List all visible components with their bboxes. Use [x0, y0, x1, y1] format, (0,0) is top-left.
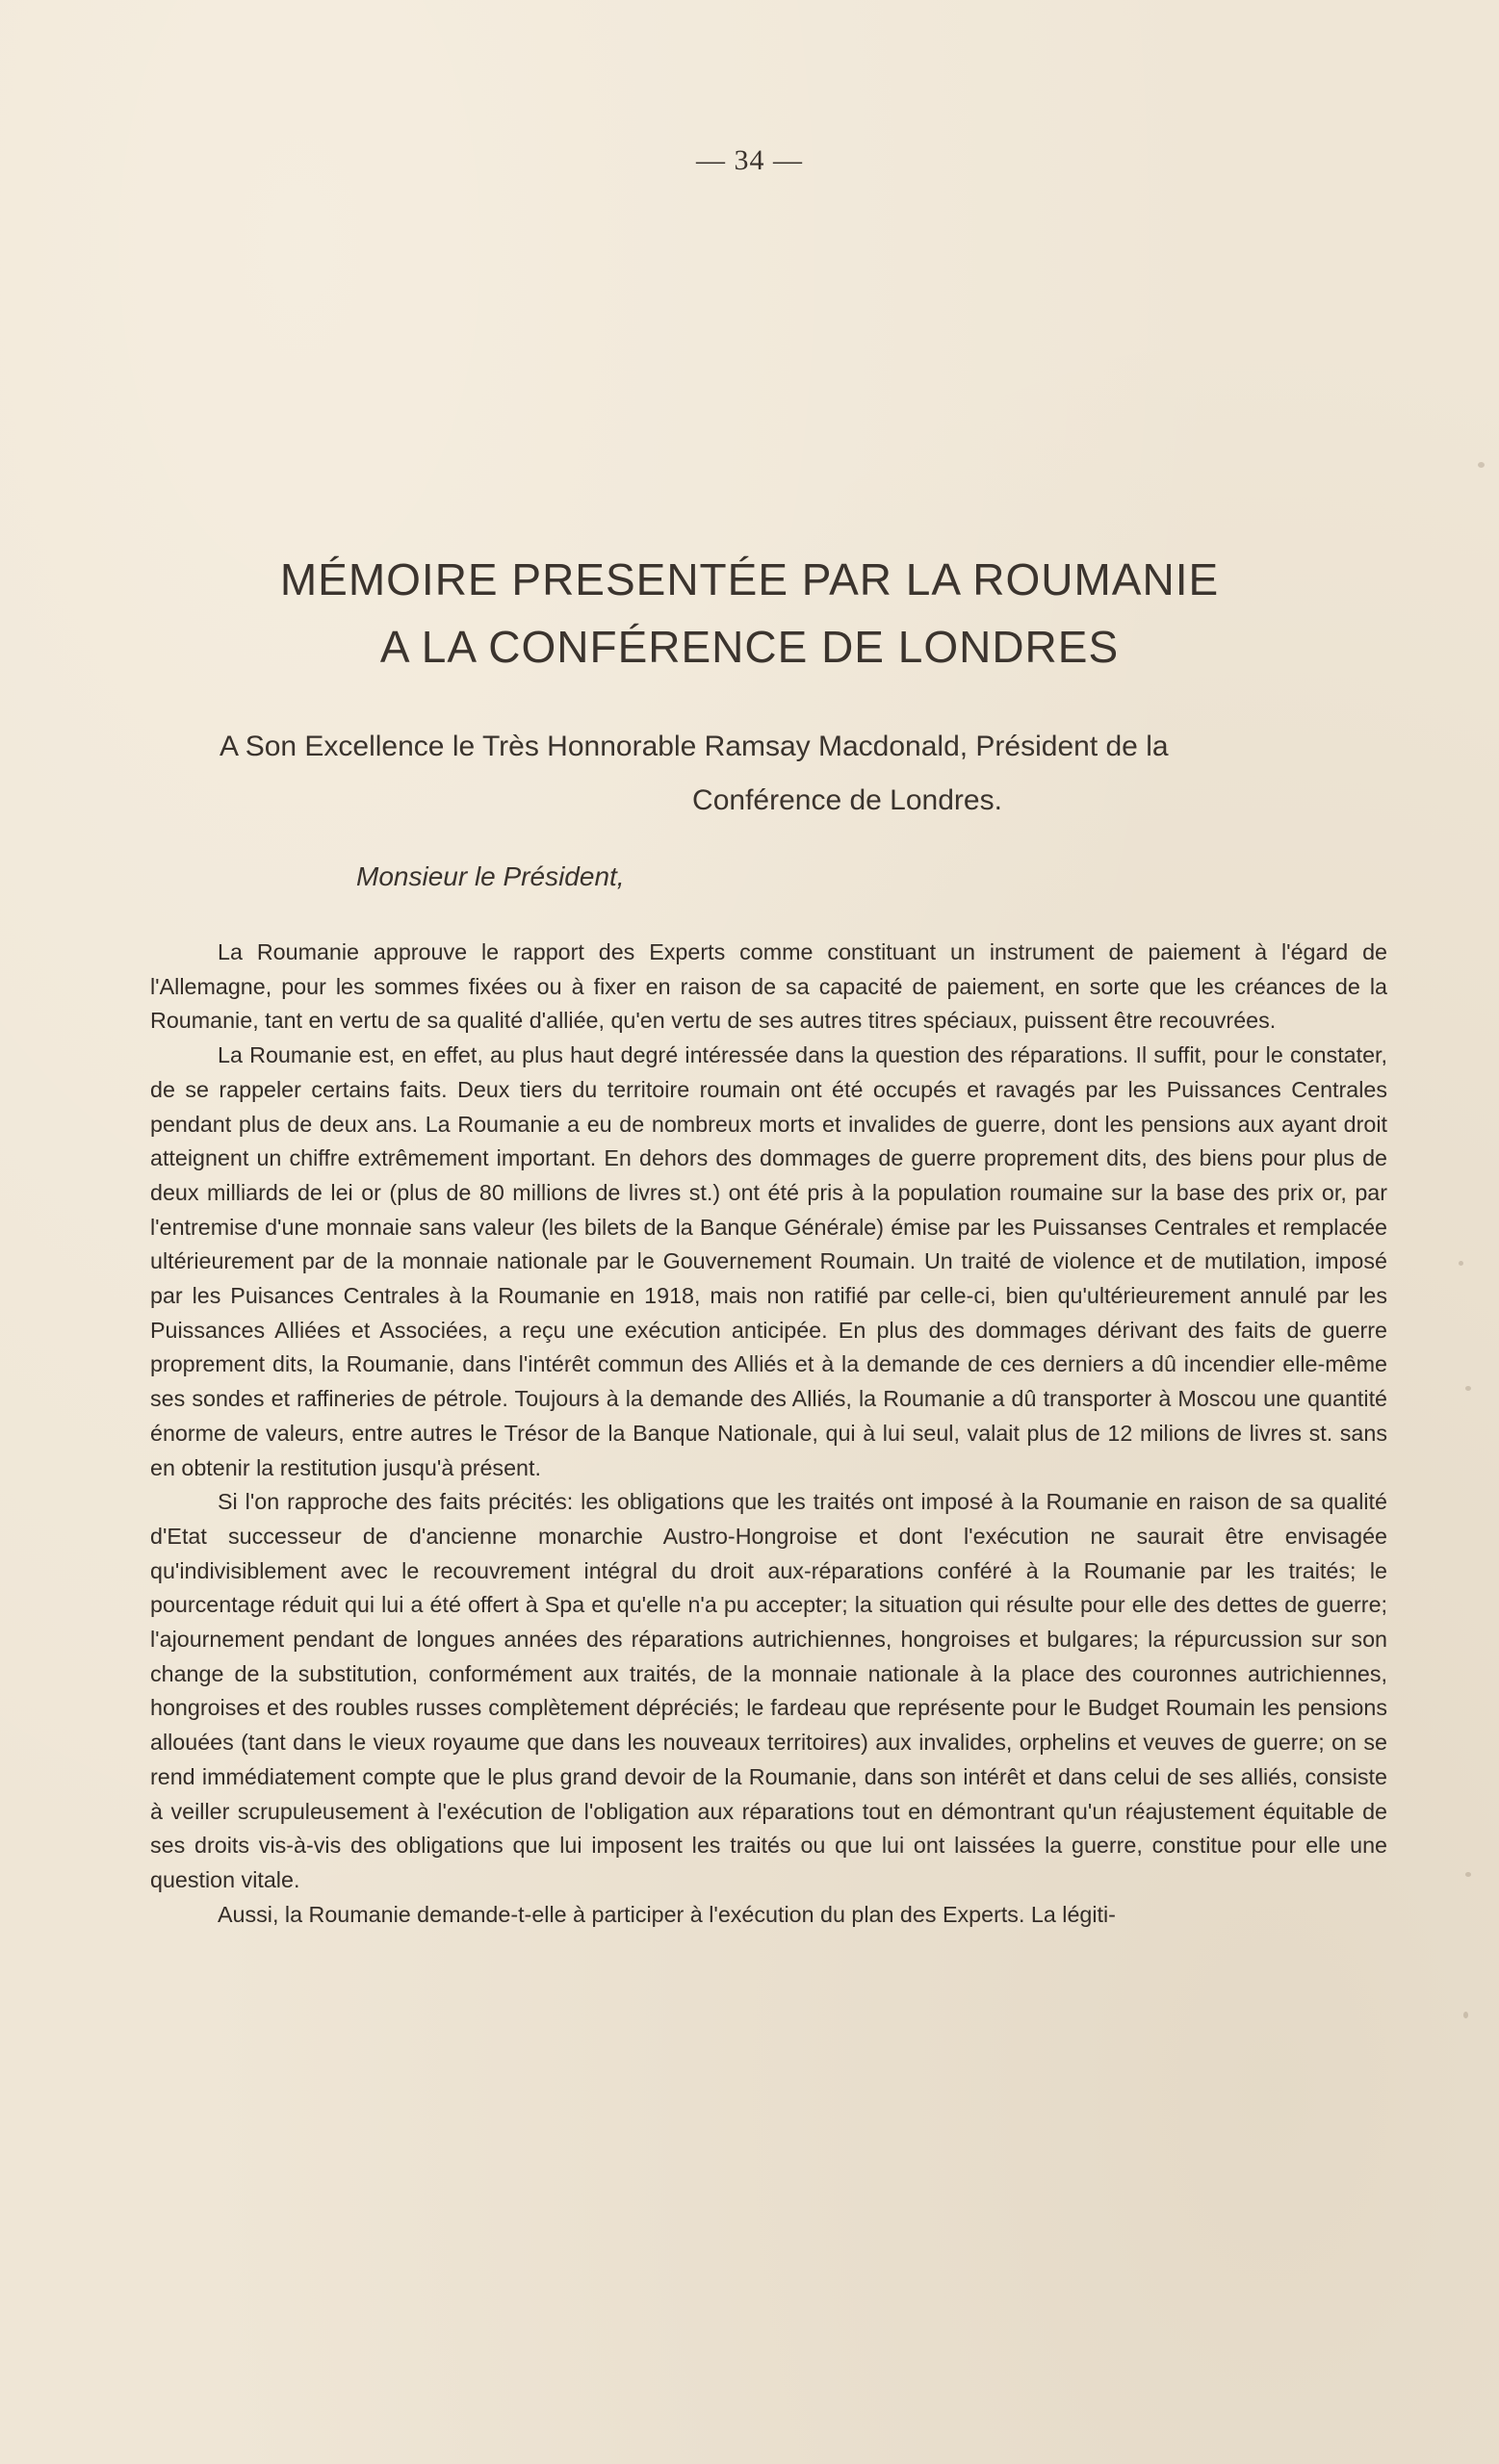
paragraph-2: La Roumanie est, en effet, au plus haut degré intéressée dans la question des réparations. Il suffit, pour le constater, de se rappeler certains faits. Deux tiers du territoire roumain ont été occupés et ravagés par les Puissances Centrales pendant plus de deux ans. La Roumanie a eu de nombreux morts et invalides de guerre, dont les pensions aux ayant droit atteignent un chiffre extrêmement important. En dehors des dommages de guerre proprement dits, des biens pour plus de deux milliards de lei or (plus de 80 millions de livres st.) ont été pris à la population roumaine sur la base des prix or, par l'entremise d'une monnaie sans valeur (les bilets de la Banque Générale) émise par les Puissanses Centrales et remplacée ultérieurement par de la monnaie nationale par le Gouvernement Roumain. Un traité de violence et de mutilation, imposé par les Puisances Centrales à la Roumanie en 1918, mais non ratifié par celle-ci, bien qu'ultérieurement annulé par les Puissances Alliées et Associées, a reçu une exécution anticipée. En plus des dommages dérivant des faits de guerre proprement dits, la Roumanie, dans l'intérêt commun des Alliés et à la demande de ces derniers a dû incendier elle-même ses sondes et raffineries de pétrole. Toujours à la demande des Alliés, la Roumanie a dû transporter à Moscou une quantité énorme de valeurs, entre autres le Trésor de la Banque Nationale, qui à lui seul, valait plus de 12 milions de livres st. sans en obtenir la restitution jusqu'à présent. [150, 1042, 1387, 1480]
paragraph-3: Si l'on rapproche des faits précités: les obligations que les traités ont imposé à la Roumanie en raison de sa qualité d'Etat successeur de d'ancienne monarchie Austro-Hongroise et dont l'exécution ne saurait être envisagée qu'indivisiblement avec le recouvrement intégral du droit aux-réparations conféré à la Roumanie par les traités; le pourcentage réduit qui lui a été offert à Spa et qu'elle n'a pu accepter; la situation qui résulte pour elle des dettes de guerre; l'ajournement pendant de longues années des réparations autrichiennes, hongroises et bulgares; la répurcussion sur son change de la substitution, conformément aux traités, de la monnaie nationale à la place des couronnes autrichiennes, hongroises et des roubles russes complètement dépréciés; le fardeau que représente pour le Budget Roumain les pensions allouées (tant dans le vieux royaume que dans les nouveaux territoires) aux invalides, orphelins et veuves de guerre; on se rend immédiatement compte que le plus grand devoir de la Roumanie, dans son intérêt et dans celui de ses alliés, consiste à veiller scrupuleusement à l'exécution de l'obligation aux réparations tout en démontrant qu'un réajustement équitable de ses droits vis-à-vis des obligations que lui imposent les traités ou que lui ont laissées la guerre, constitue pour elle une question vitale. [150, 1489, 1387, 1892]
paper-speck [1465, 1872, 1471, 1877]
document-title-line-1: MÉMOIRE PRESENTÉE PAR LA ROUMANIE [279, 554, 1220, 604]
address-line-1: A Son Excellence le Très Honnorable Ramsay Macdonald, Président de la [220, 731, 1169, 762]
paper-speck [1459, 1261, 1463, 1266]
address-block [217, 720, 1324, 828]
salutation: Monsieur le Président, [356, 861, 625, 891]
paper-speck [1463, 2012, 1468, 2018]
page-number: — 34 — [696, 144, 803, 176]
address-line-2: Conférence de Londres. [692, 784, 1002, 816]
paper-speck [1465, 1386, 1471, 1391]
paragraph-4: Aussi, la Roumanie demande-t-elle à participer à l'exécution du plan des Experts. La légiti- [218, 1901, 1116, 1927]
letter-body [150, 936, 1387, 1932]
paragraph-1: La Roumanie approuve le rapport des Experts comme constituant un instrument de paiement à l'égard de l'Allemagne, pour les sommes fixées ou à fixer en raison de sa capacité de paiement, en sorte que les créances de la Roumanie, tant en vertu de sa qualité d'alliée, qu'en vertu de ses autres titres spéciaux, puissent être recouvrées. [150, 939, 1387, 1034]
paper-speck [1478, 462, 1485, 468]
document-title-line-2: A LA CONFÉRENCE DE LONDRES [379, 622, 1120, 672]
